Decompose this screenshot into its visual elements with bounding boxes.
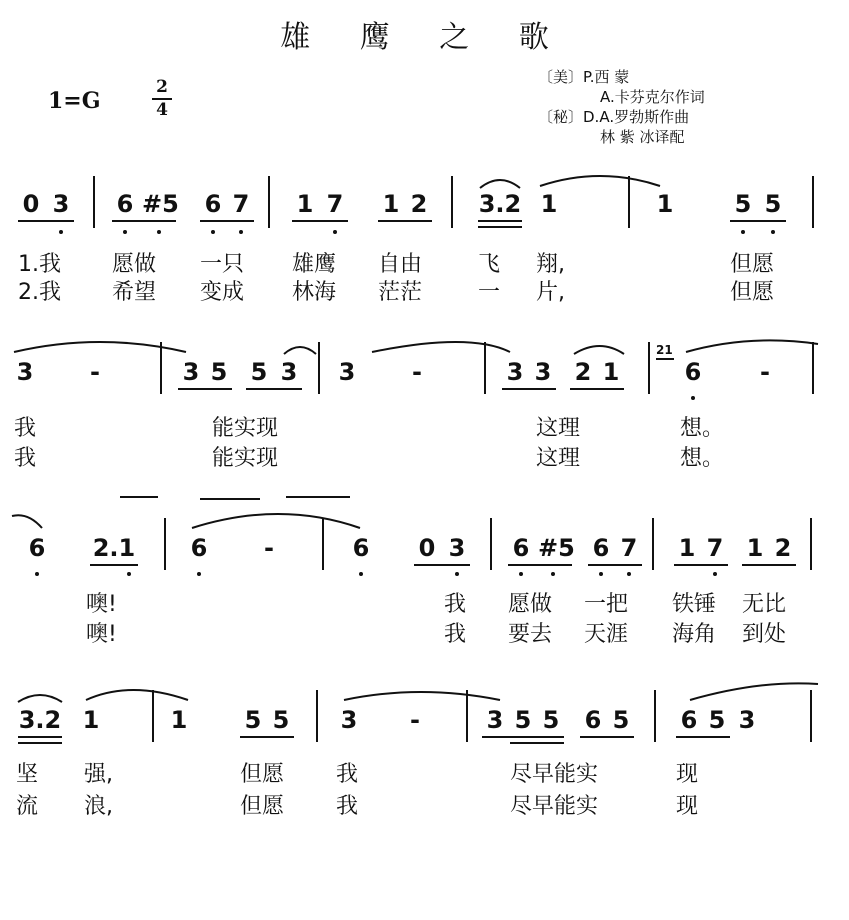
lyric-syllable: 一 [478,280,501,305]
time-signature-top: 2 [156,77,168,97]
note: 1 [678,534,696,562]
lyric-syllable: 片, [536,280,565,305]
note: 3 [340,706,358,734]
tie [192,514,360,528]
lyric-syllable: 流 [16,794,39,819]
note: 7 [620,534,638,562]
lyric-syllable: 我 [444,592,467,617]
note: 1 [82,706,100,734]
note: 3 [280,358,298,386]
note: 0 [418,534,436,562]
song-title: 雄 鹰 之 歌 [280,20,569,55]
note: 6 [204,190,222,218]
lyric-syllable: 一只 [200,252,245,277]
note: 3 [16,358,34,386]
lyric-syllable: 尽早能实 [510,762,599,787]
lyric-syllable: 噢! [86,622,117,647]
lyric-syllable: 我 [336,794,359,819]
lyric-syllable: 但愿 [730,280,775,305]
note: 6 [116,190,134,218]
note: #5 [142,190,179,218]
note: 2.1 [92,534,136,562]
lyric-syllable: 飞 [478,252,501,277]
lyric-syllable: 想。 [680,416,725,441]
note: 3 [506,358,524,386]
lyric-syllable: 2.我 [18,280,61,305]
note: 3 [486,706,504,734]
note: 3 [738,706,756,734]
note: - [264,534,274,562]
slur [480,180,520,188]
key-signature: 1=G [48,88,101,114]
note: 6 [684,358,702,386]
tie [344,692,500,700]
note: - [760,358,770,386]
time-signature-bottom: 4 [156,100,168,120]
lyric-syllable: 愿做 [508,592,553,617]
lyric-syllable: 海角 [672,622,717,647]
slur [574,346,624,354]
note: 3 [448,534,466,562]
note: 5 [244,706,262,734]
credit-lyricist-2: A.卡芬克尔作词 [600,88,705,106]
lyric-syllable: 一把 [584,592,629,617]
lyric-syllable: 浪, [84,794,113,819]
note: 1 [656,190,674,218]
lyric-syllable: 这理 [536,416,581,441]
lyric-syllable: 到处 [742,622,787,647]
note: 7 [706,534,724,562]
lyric-syllable: 铁锤 [672,592,717,617]
lyric-syllable: 但愿 [730,252,775,277]
note: 7 [326,190,344,218]
grace-notes: 21 [656,343,673,357]
lyric-syllable: 强, [84,762,113,787]
note: - [90,358,100,386]
note: 3.2 [478,190,522,218]
note: 5 [514,706,532,734]
credit-translator: 林 紫 冰译配 [600,128,685,146]
note: 2 [574,358,592,386]
lyric-syllable: 变成 [200,280,245,305]
lyric-syllable: 天涯 [584,622,629,647]
note: 5 [542,706,560,734]
tie [372,342,510,352]
lyric-syllable: 翔, [536,252,565,277]
note: 1 [296,190,314,218]
lyric-syllable: 希望 [112,280,157,305]
note: 5 [708,706,726,734]
note: 6 [592,534,610,562]
lyric-syllable: 现 [676,762,699,787]
lyric-syllable: 自由 [378,252,423,277]
note: 3 [338,358,356,386]
lyric-syllable: 这理 [536,446,581,471]
note: 1 [746,534,764,562]
note: 5 [734,190,752,218]
lyric-syllable: 但愿 [240,762,285,787]
lyric-syllable: 我 [14,446,37,471]
note: 3 [534,358,552,386]
lyric-syllable: 噢! [86,592,117,617]
note: 1 [170,706,188,734]
lyric-syllable: 林海 [292,280,337,305]
note: 2 [774,534,792,562]
note: 5 [612,706,630,734]
tie [686,340,818,352]
note: 3.2 [18,706,62,734]
lyric-syllable: 想。 [680,446,725,471]
note: 0 [22,190,40,218]
slur [284,347,316,354]
lyric-syllable: 1.我 [18,252,61,277]
slur [18,695,62,702]
note: 5 [250,358,268,386]
note: 3 [52,190,70,218]
lyric-syllable: 茫茫 [378,280,423,305]
lyric-syllable: 但愿 [240,794,285,819]
lyric-syllable: 尽早能实 [510,794,599,819]
note: 1 [602,358,620,386]
lyric-syllable: 我 [336,762,359,787]
note: 2 [410,190,428,218]
tie-continuation [12,515,42,528]
note: 6 [584,706,602,734]
note: 1 [540,190,558,218]
note: 6 [512,534,530,562]
lyric-syllable: 愿做 [112,252,157,277]
note: 6 [352,534,370,562]
lyric-syllable: 坚 [16,762,39,787]
lyric-syllable: 雄鹰 [292,252,337,277]
tie [690,683,818,700]
lyric-syllable: 能实现 [212,416,279,441]
lyric-syllable: 现 [676,794,699,819]
tie [14,342,186,352]
tie [540,176,660,186]
note: 5 [210,358,228,386]
lyric-syllable: 我 [444,622,467,647]
note: #5 [538,534,575,562]
lyric-syllable: 能实现 [212,446,279,471]
note: 7 [232,190,250,218]
credit-composer: 〔秘〕D.A.罗勃斯作曲 [538,108,690,126]
note: - [410,706,420,734]
lyric-syllable: 要去 [508,622,553,647]
note: 6 [680,706,698,734]
note: 6 [190,534,208,562]
note: 3 [182,358,200,386]
note: 5 [764,190,782,218]
lyric-syllable: 我 [14,416,37,441]
tie [86,690,188,700]
note: - [412,358,422,386]
lyric-syllable: 无比 [742,592,787,617]
note: 5 [272,706,290,734]
note: 6 [28,534,46,562]
credit-lyricist-1: 〔美〕P.西 蒙 [538,68,630,86]
note: 1 [382,190,400,218]
